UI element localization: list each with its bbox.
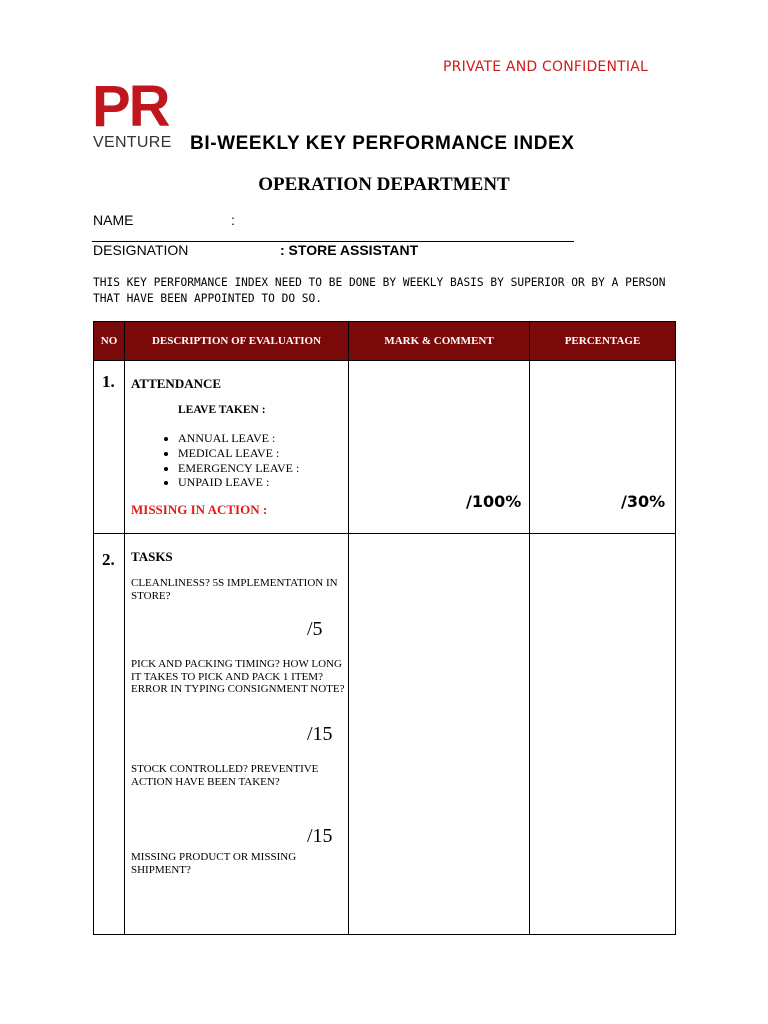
task-question-stock-control: STOCK CONTROLLED? PREVENTIVE ACTION HAVE BEEN TAKEN?: [131, 763, 319, 788]
header-percentage: PERCENTAGE: [530, 322, 676, 361]
percentage-cell[interactable]: [530, 361, 676, 534]
attendance-mark-score: /100%: [466, 492, 522, 511]
leave-list: [157, 431, 299, 490]
task-question-pick-packing: PICK AND PACKING TIMING? HOW LONG IT TAKES TO PICK AND PACK 1 ITEM? ERROR IN TYPING CONSIGNMENT NOTE?: [131, 658, 345, 696]
description-cell: [125, 534, 349, 935]
task-score-cleanliness: /5: [307, 618, 323, 640]
page-title: BI-WEEKLY KEY PERFORMANCE INDEX: [190, 133, 575, 154]
header-mark-comment: MARK & COMMENT: [349, 322, 530, 361]
table-row: [94, 534, 676, 935]
confidential-label: PRIVATE AND CONFIDENTIAL: [443, 59, 649, 75]
name-label: NAME: [93, 212, 134, 228]
section-title-attendance: ATTENDANCE: [131, 376, 222, 391]
section-title-tasks: TASKS: [131, 549, 173, 564]
designation-value: : STORE ASSISTANT: [280, 242, 419, 258]
list-item: • EMERGENCY LEAVE :: [178, 461, 299, 476]
logo-pr-text: PR: [92, 74, 169, 139]
mark-comment-cell[interactable]: [349, 361, 530, 534]
row-number: 2.: [102, 550, 115, 569]
header-no: NO: [94, 322, 125, 361]
logo-venture-text: VENTURE: [93, 134, 172, 151]
table-header-row: [94, 322, 676, 361]
attendance-percentage-score: /30%: [621, 492, 666, 511]
list-item: • UNPAID LEAVE :: [178, 475, 299, 490]
row-number: 1.: [102, 372, 115, 391]
task-question-missing-product: MISSING PRODUCT OR MISSING SHIPMENT?: [131, 851, 297, 876]
task-score-pick-packing: /15: [307, 723, 333, 745]
leave-taken-label: LEAVE TAKEN :: [178, 404, 266, 416]
table-row: [94, 361, 676, 534]
company-logo: [92, 74, 180, 154]
task-score-stock-control: /15: [307, 825, 333, 847]
mark-comment-cell[interactable]: [349, 534, 530, 935]
row-number-cell: [94, 534, 125, 935]
header-description: DESCRIPTION OF EVALUATION: [125, 322, 349, 361]
percentage-cell[interactable]: [530, 534, 676, 935]
department-title: OPERATION DEPARTMENT: [258, 174, 510, 195]
name-colon: :: [231, 212, 235, 228]
description-cell: [125, 361, 349, 534]
kpi-table: [93, 321, 676, 935]
missing-in-action-label: MISSING IN ACTION :: [131, 502, 268, 517]
row-number-cell: [94, 361, 125, 534]
task-question-cleanliness: CLEANLINESS? 5S IMPLEMENTATION IN STORE?: [131, 577, 338, 602]
instruction-notice: THIS KEY PERFORMANCE INDEX NEED TO BE DONE BY WEEKLY BASIS BY SUPERIOR OR BY A PERSON THAT HAVE BEEN APPOINTED TO DO SO.: [93, 276, 666, 305]
designation-label: DESIGNATION: [93, 242, 189, 258]
list-item: • MEDICAL LEAVE :: [178, 446, 299, 461]
list-item: • ANNUAL LEAVE :: [178, 431, 299, 446]
